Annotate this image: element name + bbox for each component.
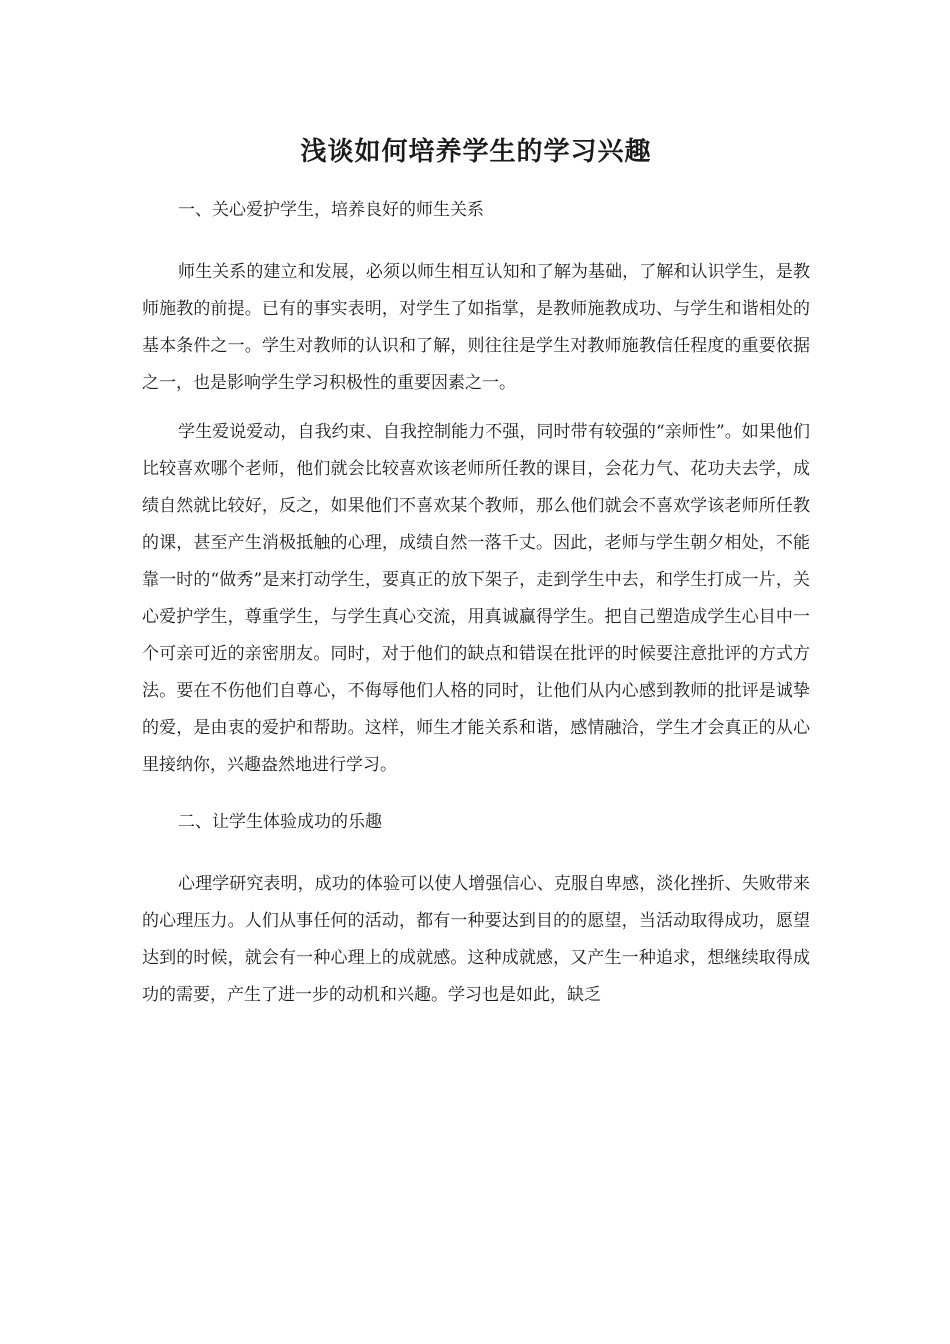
section-1-paragraph-1: 师生关系的建立和发展，必须以师生相互认知和了解为基础，了解和认识学生，是教师施教的前提。已有的事实表明，对学生了如指掌，是教师施教成功、与学生和谐相处的基本条件之一。学生对教师的认识和了解，则往往是学生对教师施教信任程度的重要依据之一，也是影响学生学习积极性的重要因素之一。 <box>142 262 810 393</box>
section-2-paragraph-1: 心理学研究表明，成功的体验可以使人增强信心、克服自卑感，淡化挫折、失败带来的心理压力。人们从事任何的活动，都有一种要达到目的的愿望，当活动取得成功，愿望达到的时候，就会有一种心理上的成就感。这种成就感，又产生一种追求，想继续取得成功的需要，产生了进一步的动机和兴趣。学习也是如此，缺乏 <box>142 874 810 1005</box>
document-title: 浅谈如何培养学生的学习兴趣 <box>300 137 652 167</box>
section-1-heading: 一、关心爱护学生，培养良好的师生关系 <box>178 200 484 220</box>
section-2-heading: 二、让学生体验成功的乐趣 <box>178 812 382 832</box>
section-1-paragraph-2: 学生爱说爱动，自我约束、自我控制能力不强，同时带有较强的“亲师性”。如果他们比较喜欢哪个老师，他们就会比较喜欢该老师所任教的课目，会花力气、花功夫去学，成绩自然就比较好，反之，如果他们不喜欢某个教师，那么他们就会不喜欢学该老师所任教的课，甚至产生消极抵触的心理，成绩自然一落千丈。因此，老师与学生朝夕相处，不能靠一时的“做秀”是来打动学生，要真正的放下架子，走到学生中去，和学生打成一片，关心爱护学生，尊重学生，与学生真心交流，用真诚赢得学生。把自己塑造成学生心目中一个可亲可近的亲密朋友。同时，对于他们的缺点和错误在批评的时候要注意批评的方式方法。要在不伤他们自尊心，不侮辱他们人格的同时，让他们从内心感到教师的批评是诚挚的爱，是由衷的爱护和帮助。这样，师生才能关系和谐，感情融洽，学生才会真正的从心里接纳你，兴趣盎然地进行学习。 <box>142 422 810 775</box>
